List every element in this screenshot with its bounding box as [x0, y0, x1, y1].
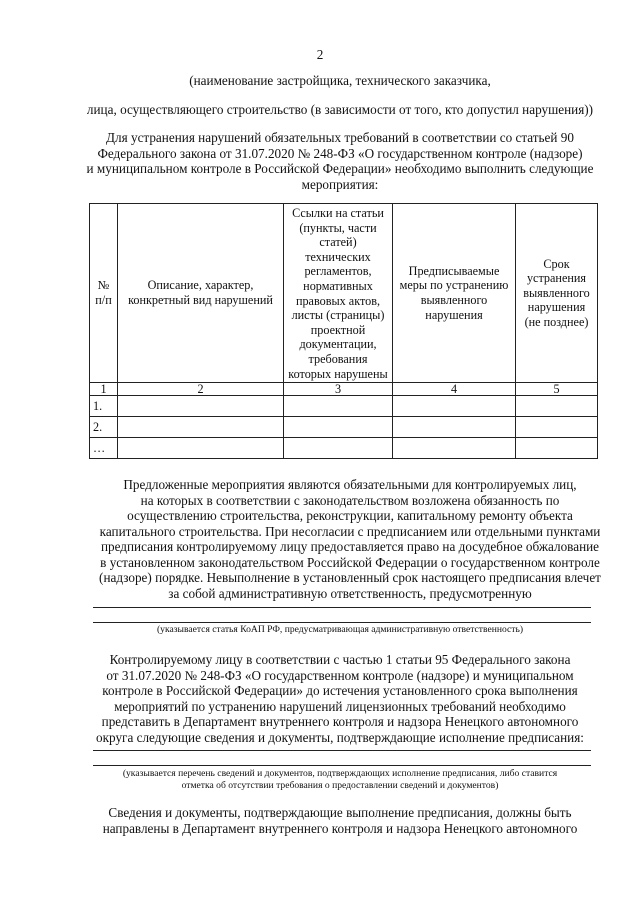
column-number: 5 — [516, 383, 598, 396]
header-line-2: лица, осуществляющего строительство (в зависимости от того, кто допустил нарушения)) — [86, 102, 594, 117]
col-header-number: № п/п — [90, 204, 118, 383]
table-row — [90, 396, 598, 417]
col-header-description: Описание, характер, конкретный вид нарушений — [118, 204, 284, 383]
paragraph-line: предписания контролируемому лицу предоставляется право на досудебное обжалование — [100, 539, 600, 554]
paragraph-line: направлены в Департамент внутреннего контроля и надзора Ненецкого автономного — [102, 820, 578, 836]
column-number: 2 — [118, 383, 284, 396]
note-documents-list — [60, 768, 620, 792]
paragraph-documents — [60, 652, 620, 745]
table-cell — [516, 396, 598, 417]
column-number: 3 — [284, 383, 393, 396]
paragraph-line: округа следующие сведения и документы, подтверждающие исполнение предписания: — [96, 729, 584, 745]
table-cell — [284, 396, 393, 417]
intro-line: Для устранения нарушений обязательных требований в соответствии со статьей 90 — [106, 130, 574, 145]
table-header-row — [90, 204, 598, 383]
table-cell — [393, 396, 516, 417]
paragraph-line: Контролируемому лицу в соответствии с частью 1 статьи 95 Федерального закона — [109, 652, 571, 667]
table-cell — [118, 396, 284, 417]
table-cell — [516, 438, 598, 459]
paragraph-line: осуществлению строительства, реконструкции, капитальному ремонту объекта — [127, 508, 573, 523]
fill-line — [93, 750, 591, 751]
paragraph-line: контроле в Российской Федерации» до истечения установленного срока выполнения — [102, 683, 578, 698]
col-header-measures: Предписываемые меры по устранению выявленного нарушения — [393, 204, 516, 383]
row-number: … — [90, 438, 118, 459]
table-cell — [118, 438, 284, 459]
page-number: 2 — [316, 47, 324, 62]
paragraph-line: Предложенные мероприятия являются обязательными для контролируемых лиц, — [123, 477, 577, 492]
paragraph-line: мероприятий по устранению нарушений лицензионных требований необходимо — [114, 698, 566, 714]
fill-line — [93, 622, 591, 623]
paragraph-line: в установленном законодательством Российской Федерации о государственном контроле — [100, 554, 600, 570]
intro-paragraph — [60, 130, 620, 192]
table-cell — [516, 417, 598, 438]
column-number-row — [90, 383, 598, 396]
col-header-deadline: Срок устранения выявленного нарушения (не позднее) — [516, 204, 598, 383]
paragraph-line: капитального строительства. При несогласии с предписанием или отдельными пунктами — [99, 523, 601, 539]
paragraph-line: (надзоре) порядке. Невыполнение в установленный срок настоящего предписания влечет — [99, 570, 601, 585]
note-line: отметка об отсутствии требования о предоставлении сведений и документов) — [181, 780, 499, 791]
intro-line: и муниципальном контроле в Российской Федерации» необходимо выполнить следующие — [86, 161, 594, 176]
note-koap: (указывается статья КоАП РФ, предусматривающая административную ответственность) — [156, 624, 524, 635]
fill-line — [93, 765, 591, 766]
intro-line: мероприятия: — [301, 176, 379, 192]
paragraph-submission — [60, 805, 620, 836]
column-number: 1 — [90, 383, 118, 396]
table-cell — [118, 417, 284, 438]
paragraph-line: Сведения и документы, подтверждающие выполнение предписания, должны быть — [108, 805, 572, 820]
note-line: (указывается перечень сведений и документов, подтверждающих исполнение предписания, либо ставится — [122, 768, 558, 779]
intro-line: Федерального закона от 31.07.2020 № 248-ФЗ «О государственном контроле (надзоре) — [97, 145, 583, 161]
measures-table — [89, 203, 598, 459]
table-cell — [284, 438, 393, 459]
column-number: 4 — [393, 383, 516, 396]
paragraph-line: от 31.07.2020 № 248-ФЗ «О государственном контроле (надзоре) и муниципальном — [106, 667, 574, 683]
table-row — [90, 417, 598, 438]
table-cell — [393, 438, 516, 459]
paragraph-line: на которых в соответствии с законодательством возложена обязанность по — [140, 492, 560, 508]
row-number: 1. — [90, 396, 118, 417]
header-line-1: (наименование застройщика, технического заказчика, — [189, 73, 491, 88]
row-number: 2. — [90, 417, 118, 438]
paragraph-line: представить в Департамент внутреннего контроля и надзора Ненецкого автономного — [101, 714, 579, 729]
col-header-references: Ссылки на статьи (пункты, части статей) технических регламентов, нормативных правовых актов, листы (страницы) проектной документации, требования которых нарушены — [284, 204, 393, 383]
table-cell — [284, 417, 393, 438]
paragraph-line: за собой административную ответственность, предусмотренную — [168, 585, 532, 601]
table-row — [90, 438, 598, 459]
table-cell — [393, 417, 516, 438]
fill-line — [93, 607, 591, 608]
paragraph-obligations — [60, 477, 640, 601]
